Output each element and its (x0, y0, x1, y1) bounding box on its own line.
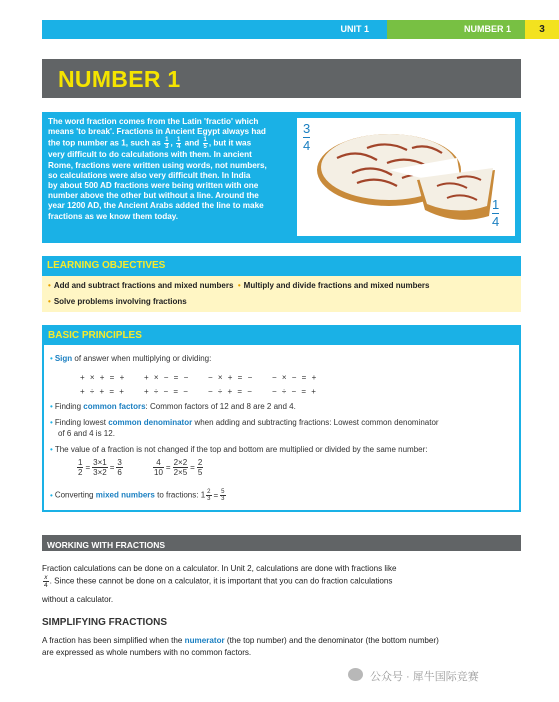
intro-line: year 1200 AD, the Ancient Arabs added the line to make (48, 201, 264, 211)
working-paragraph-line-3: without a calculator. (42, 595, 114, 604)
tart-illustration (297, 118, 515, 236)
basic-principles-box (42, 325, 521, 512)
mixed-numbers-line: • Converting mixed numbers to fractions: 1 $\frac{2}{3}$ = $\frac{5}{3}$ (50, 489, 225, 502)
fraction: $\frac{3\times 1}{3\times 2}$ (93, 458, 107, 477)
fraction-numerator: 3 (303, 121, 311, 136)
equivalent-fractions-line: • The value of a fraction is not changed if the top and bottom are multiplied or divided by the same number: (50, 445, 428, 454)
text-part: (the top number) and the denominator (the bottom number) (226, 636, 439, 645)
sign-rule: + × + = + (80, 373, 126, 382)
text-part: A fraction has been simplified when the (42, 636, 183, 645)
common-factors-line: • Finding common factors: Common factors of 12 and 8 are 2 and 4. (50, 402, 296, 411)
chapter-label: NUMBER 1 (387, 20, 525, 39)
sign-rule: − × + = − (208, 373, 254, 382)
egypt-fraction-2: $\frac{1}{4}$ (177, 137, 181, 151)
fraction-denominator: 4 (303, 138, 311, 153)
fraction-denominator: 4 (492, 214, 500, 229)
simplifying-paragraph-line-1 (42, 635, 439, 646)
sign-rule: + ÷ + = + (80, 387, 126, 396)
intro-line: means 'to break'. Fractions in Ancient Egypt always had (48, 127, 266, 137)
sign-rule: − ÷ − = + (272, 387, 318, 396)
sign-rule: − × − = + (272, 373, 318, 382)
working-with-fractions-bar (42, 535, 521, 551)
sign-rule-text: of answer when multiplying or dividing: (74, 354, 212, 363)
working-with-fractions-heading: WORKING WITH FRACTIONS (47, 540, 166, 550)
text-part: . Since these cannot be done on a calculator, it is important that you can do fraction calculations (49, 576, 393, 586)
wechat-icon (348, 668, 363, 681)
sign-rule: + × − = − (144, 373, 190, 382)
intro-line: very difficult to do calculations with them. In ancient (48, 150, 252, 160)
chapter-title-bar (42, 59, 521, 98)
lowest-common-denominator-line: • Finding lowest common denominator when adding and subtracting fractions: Lowest common denominator (50, 418, 439, 427)
basic-principles-heading: BASIC PRINCIPLES (44, 326, 519, 345)
keyword-common-factors: common factors (83, 402, 146, 411)
sign-rule-line: • Sign of answer when multiplying or dividing: (50, 354, 212, 363)
fraction: $\frac{3}{6}$ (117, 458, 122, 477)
fraction: $\frac{2\times 2}{2\times 5}$ (173, 458, 188, 477)
objective-item: Multiply and divide fractions and mixed numbers (243, 281, 430, 290)
text-part: to fractions: (157, 490, 199, 500)
equivalent-fraction-example-1: $\frac{1}{2}$ = $\frac{3\times 1}{3\times 2}$ = $\frac{3}{6}$ (78, 458, 122, 477)
intro-line: by about 500 AD fractions were being written with one (48, 181, 259, 191)
fraction-x-over-4: $\frac{x}{4}$ (44, 574, 48, 589)
fraction: $\frac{4}{10}$ (154, 458, 163, 477)
keyword-numerator: numerator (184, 636, 225, 645)
mixed-whole: 1 (200, 490, 206, 500)
image-fraction-one-quarter (492, 198, 499, 229)
page-number: 3 (525, 20, 559, 39)
chapter-title: NUMBER 1 (58, 66, 181, 92)
text-part: Converting (54, 490, 94, 500)
intro-line: Rome, fractions were written using words, not numbers, (48, 160, 267, 170)
keyword-sign: Sign (54, 354, 73, 363)
sign-rule: + ÷ − = − (144, 387, 190, 396)
intro-box (42, 112, 521, 243)
text-part: Finding (54, 402, 82, 411)
text-part: The value of a fraction is not changed if the top and bottom are multiplied or divided by the same number: (54, 445, 428, 454)
keyword-common-denominator: common denominator (108, 418, 193, 427)
objective-row: • Solve problems involving fractions (48, 297, 187, 306)
intro-line-part: the top number as 1, such as (48, 139, 161, 149)
text-part: Finding lowest (54, 418, 106, 427)
egypt-fraction-3: $\frac{1}{5}$ (203, 137, 207, 151)
objective-item: Add and subtract fractions and mixed numbers (53, 281, 234, 290)
lowest-common-denominator-line-2: of 6 and 4 is 12. (58, 429, 115, 438)
simplifying-fractions-heading: SIMPLIFYING FRACTIONS (42, 617, 167, 628)
text-part: when adding and subtracting fractions: Lowest common denominator (194, 418, 439, 427)
intro-line-part: , but it was (208, 139, 252, 149)
learning-objectives-heading: LEARNING OBJECTIVES (42, 256, 521, 276)
learning-objectives-box (42, 256, 521, 312)
keyword-mixed-numbers: mixed numbers (95, 490, 155, 500)
tart-image (297, 118, 515, 236)
intro-line: the top number as 1, such as $\frac{1}{3}$ , $\frac{1}{4}$ and $\frac{1}{5}$ , but it was (48, 137, 252, 151)
intro-text (48, 117, 288, 222)
working-paragraph-line-2 (42, 574, 392, 589)
and-word: and (184, 139, 200, 149)
objective-row: • Add and subtract fractions and mixed numbers • Multiply and divide fractions and mixed numbers (48, 281, 430, 290)
fraction: $\frac{1}{2}$ (78, 458, 83, 477)
equivalent-fraction-example-2: $\frac{4}{10}$ = $\frac{2\times 2}{2\times 5}$ = $\frac{2}{5}$ (154, 458, 203, 477)
unit-label: UNIT 1 (42, 20, 387, 39)
fraction: $\frac{2}{3}$ (207, 489, 211, 502)
image-fraction-three-quarters (303, 122, 310, 153)
top-header-bar (42, 20, 559, 39)
intro-line: number above the other but without a line. Around the (48, 191, 259, 201)
fraction-numerator: 1 (492, 197, 500, 212)
fraction: $\frac{2}{5}$ (197, 458, 203, 477)
working-paragraph-line-1: Fraction calculations can be done on a calculator. In Unit 2, calculations are done with fractions like (42, 564, 397, 573)
intro-line: The word fraction comes from the Latin 'fractio' which (48, 117, 259, 126)
sign-rule: − ÷ + = − (208, 387, 254, 396)
intro-line: fractions as we know them today. (48, 211, 178, 221)
watermark: 公众号 · 犀牛国际竞赛 (370, 671, 479, 683)
intro-line: so calculations were also very difficult then. In India (48, 170, 251, 180)
fraction: $\frac{5}{3}$ (221, 489, 225, 502)
egypt-fraction-1: $\frac{1}{3}$ (165, 137, 169, 151)
objective-item: Solve problems involving fractions (53, 297, 187, 306)
text-part: : Common factors of 12 and 8 are 2 and 4. (145, 402, 296, 411)
simplifying-paragraph-line-2: are expressed as whole numbers with no common factors. (42, 648, 252, 657)
